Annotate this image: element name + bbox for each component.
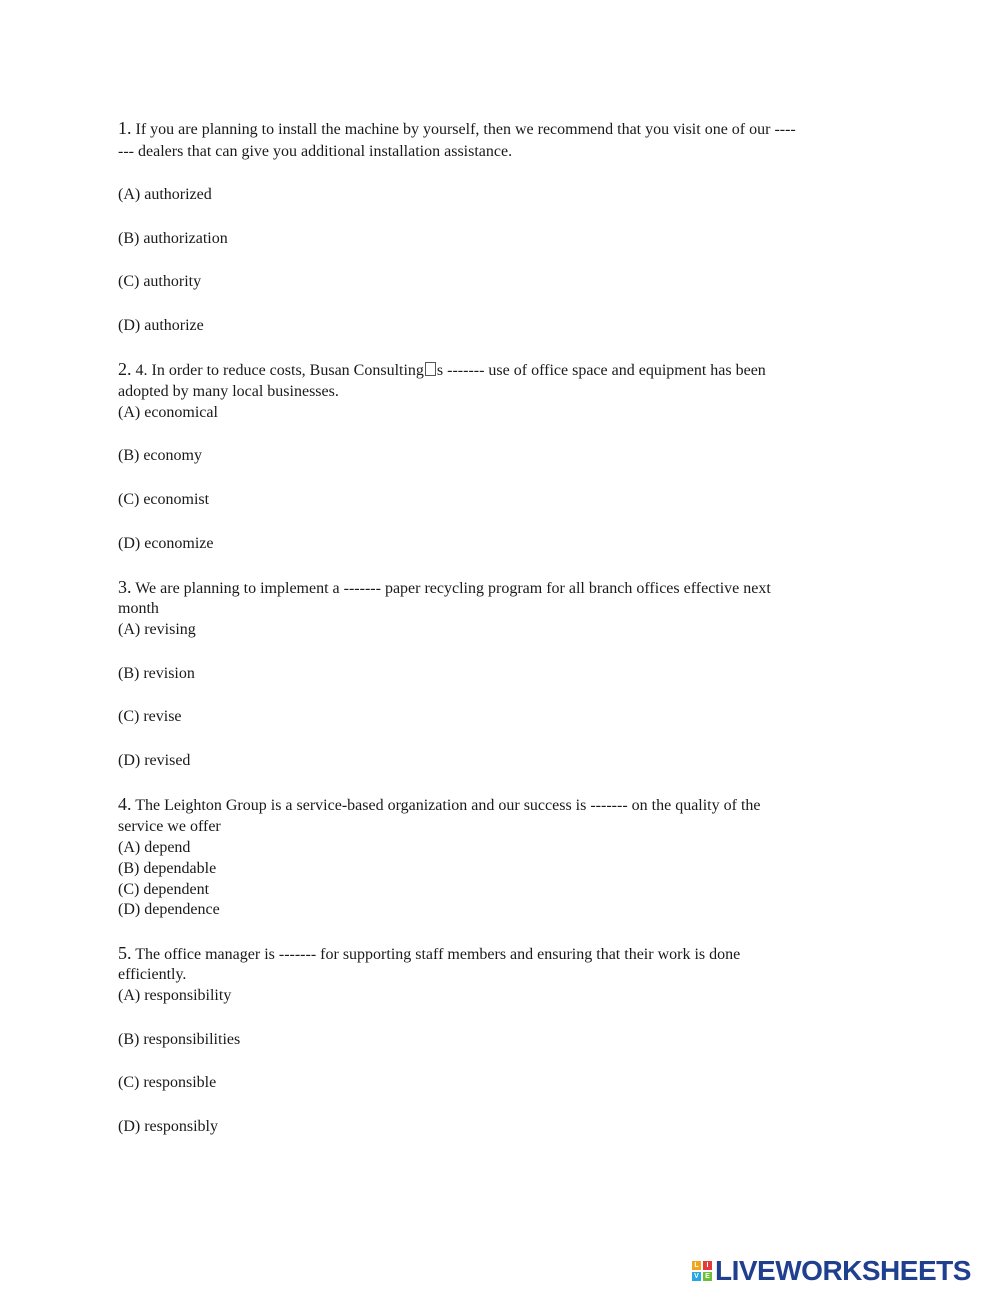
question-number: 2. — [118, 359, 132, 379]
question-5-option-c[interactable]: (C) responsible — [118, 1074, 217, 1091]
question-2-stem-cont: adopted by many local businesses. — [118, 383, 339, 400]
question-5-stem: 5. The office manager is ------- for supporting staff members and ensuring that their work is done — [118, 943, 741, 963]
question-5-stem-cont: efficiently. — [118, 966, 187, 983]
question-5-option-d[interactable]: (D) responsibly — [118, 1118, 218, 1135]
question-2-option-c[interactable]: (C) economist — [118, 491, 210, 508]
question-number: 4. — [118, 794, 132, 814]
question-2-stem: 2. 4. In order to reduce costs, Busan Consulting s ------- use of office space and equipment has been — [118, 359, 766, 379]
question-5-option-a[interactable]: (A) responsibility — [118, 987, 232, 1004]
question-3-option-a[interactable]: (A) revising — [118, 621, 196, 638]
question-5-option-b[interactable]: (B) responsibilities — [118, 1031, 241, 1048]
question-3-option-d[interactable]: (D) revised — [118, 752, 191, 769]
question-2-option-a[interactable]: (A) economical — [118, 404, 218, 421]
missing-glyph-box — [425, 362, 436, 376]
question-1-stem: 1. If you are planning to install the machine by yourself, then we recommend that you visit one of our ---- — [118, 118, 796, 138]
question-number: 3. — [118, 577, 132, 597]
question-number: 5. — [118, 943, 132, 963]
question-1-stem-cont: --- dealers that can give you additional installation assistance. — [118, 143, 513, 160]
logo-wordmark: LIVEWORKSHEETS — [715, 1255, 971, 1286]
question-2-option-d[interactable]: (D) economize — [118, 535, 214, 552]
question-3-option-b[interactable]: (B) revision — [118, 665, 195, 682]
question-4-option-c[interactable]: (C) dependent — [118, 881, 210, 898]
question-1-option-a[interactable]: (A) authorized — [118, 186, 212, 203]
question-3-stem: 3. We are planning to implement a ------- paper recycling program for all branch offices effective next — [118, 577, 771, 597]
question-1-option-b[interactable]: (B) authorization — [118, 230, 228, 247]
question-1-option-d[interactable]: (D) authorize — [118, 317, 204, 334]
logo-mark-icon: L I V E — [692, 1261, 712, 1281]
question-4-stem: 4. The Leighton Group is a service-based organization and our success is ------- on the quality of the — [118, 794, 761, 814]
question-3-option-c[interactable]: (C) revise — [118, 708, 182, 725]
question-4-option-b[interactable]: (B) dependable — [118, 860, 217, 877]
question-3-stem-cont: month — [118, 600, 159, 617]
question-4-option-d[interactable]: (D) dependence — [118, 901, 220, 918]
question-1-option-c[interactable]: (C) authority — [118, 273, 202, 290]
question-number: 1. — [118, 118, 132, 138]
question-2-option-b[interactable]: (B) economy — [118, 447, 202, 464]
question-4-stem-cont: service we offer — [118, 818, 221, 835]
question-4-option-a[interactable]: (A) depend — [118, 839, 191, 856]
liveworksheets-logo — [692, 1255, 971, 1287]
